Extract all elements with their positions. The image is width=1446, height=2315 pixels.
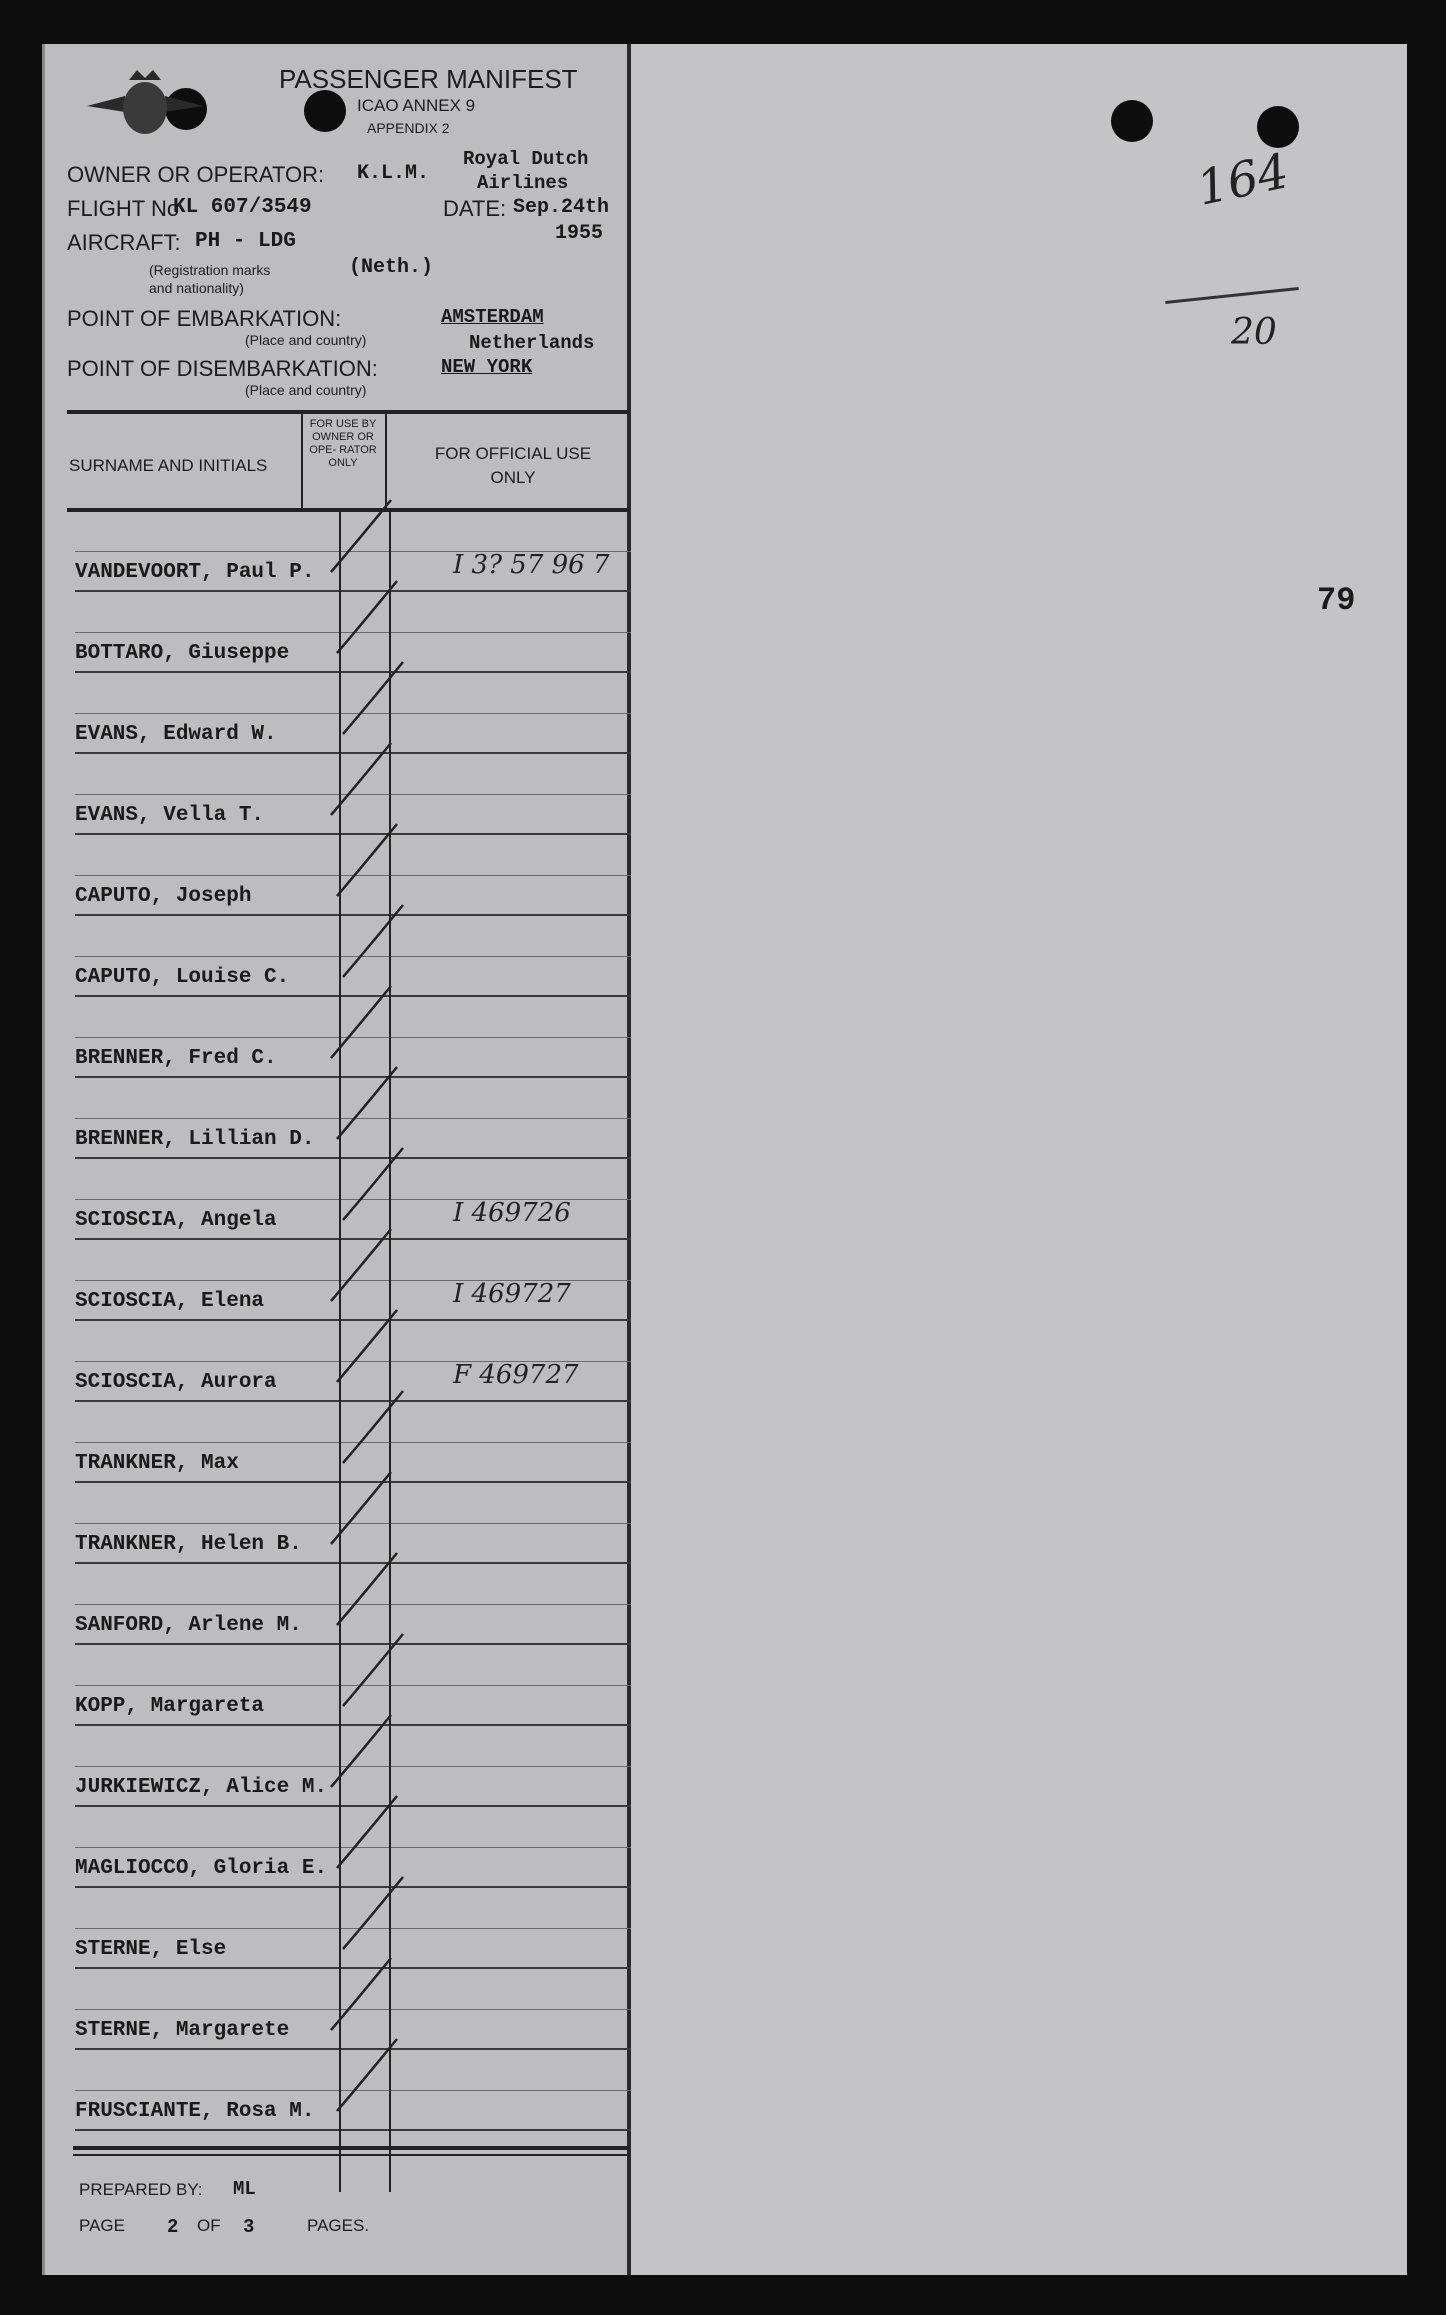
punch-hole xyxy=(304,90,346,132)
official-annotation: I 469727 xyxy=(453,1279,571,1309)
page-number: 2 xyxy=(167,2216,179,2238)
flight-label: FLIGHT No xyxy=(67,196,180,221)
checkmark-icon xyxy=(325,494,405,584)
passenger-name: MAGLIOCCO, Gloria E. xyxy=(75,1857,328,1880)
owner-label: OWNER OR OPERATOR: xyxy=(67,162,325,187)
handwritten-fraction-bar xyxy=(1165,287,1299,304)
row-rule xyxy=(75,2129,631,2131)
passenger-name: EVANS, Vella T. xyxy=(75,804,265,827)
form-appendix: APPENDIX 2 xyxy=(367,120,450,136)
aircraft-value: PH - LDG xyxy=(195,230,296,253)
aircraft-label: AIRCRAFT: xyxy=(67,230,181,255)
passenger-name: STERNE, Else xyxy=(75,1938,227,1961)
checkmark-icon xyxy=(331,1790,411,1880)
table-end-rule xyxy=(73,2146,629,2150)
reg-note-2: and nationality) xyxy=(149,280,244,296)
handwritten-fraction-denominator: 20 xyxy=(1231,312,1277,353)
column-owner-header: FOR USE BY OWNER OR OPE- RATOR ONLY xyxy=(309,418,377,469)
side-number: 79 xyxy=(1317,582,1356,619)
airline-line1: Royal Dutch xyxy=(463,148,589,170)
form-annex: ICAO ANNEX 9 xyxy=(357,96,476,115)
passenger-name: KOPP, Margareta xyxy=(75,1695,265,1718)
passenger-name: EVANS, Edward W. xyxy=(75,723,277,746)
embark-place-note: (Place and country) xyxy=(245,332,367,348)
checkmark-icon xyxy=(337,1142,417,1232)
passenger-name: BRENNER, Lillian D. xyxy=(75,1128,315,1151)
passenger-name: CAPUTO, Louise C. xyxy=(75,966,290,989)
checkmark-icon xyxy=(325,1952,405,2042)
passenger-name: TRANKNER, Helen B. xyxy=(75,1533,302,1556)
checkmark-icon xyxy=(337,899,417,989)
passenger-name: CAPUTO, Joseph xyxy=(75,885,252,908)
page-total: 3 xyxy=(243,2216,255,2238)
checkmark-icon xyxy=(325,1223,405,1313)
punch-hole xyxy=(1111,100,1153,142)
klm-logo-icon xyxy=(85,62,205,142)
pages-label: PAGES. xyxy=(307,2216,370,2235)
passenger-name: TRANKNER, Max xyxy=(75,1452,239,1475)
table-end-rule-2 xyxy=(73,2154,629,2156)
checkmark-icon xyxy=(337,1385,417,1475)
checkmark-icon xyxy=(325,1466,405,1556)
official-col-rule xyxy=(389,512,391,2192)
date-label: DATE: xyxy=(443,196,507,221)
header-rule-top xyxy=(67,410,629,414)
embark-value: AMSTERDAM xyxy=(441,306,544,328)
checkmark-icon xyxy=(325,1709,405,1799)
passenger-name: JURKIEWICZ, Alice M. xyxy=(75,1776,328,1799)
checkmark-icon xyxy=(331,1304,411,1394)
punch-hole xyxy=(1257,106,1299,148)
passenger-name: BRENNER, Fred C. xyxy=(75,1047,277,1070)
passenger-name: SANFORD, Arlene M. xyxy=(75,1614,302,1637)
passenger-name: VANDEVOORT, Paul P. xyxy=(75,561,315,584)
passenger-name: FRUSCIANTE, Rosa M. xyxy=(75,2100,315,2123)
checkmark-icon xyxy=(325,980,405,1070)
disembark-value: NEW YORK xyxy=(441,356,533,378)
embark-country: Netherlands xyxy=(469,332,595,354)
owner-value: K.L.M. xyxy=(357,162,430,185)
page-of-label: OF xyxy=(197,2216,221,2235)
date-year: 1955 xyxy=(555,222,604,245)
checkmark-icon xyxy=(325,737,405,827)
owner-col-rule xyxy=(339,512,341,2192)
passenger-name: SCIOSCIA, Aurora xyxy=(75,1371,277,1394)
passenger-name: STERNE, Margarete xyxy=(75,2019,290,2042)
header-col-divider xyxy=(301,414,303,510)
disembark-place-note: (Place and country) xyxy=(245,382,367,398)
checkmark-icon xyxy=(331,575,411,665)
passenger-name: SCIOSCIA, Angela xyxy=(75,1209,277,1232)
page-label: PAGE xyxy=(79,2216,125,2235)
form-title: PASSENGER MANIFEST xyxy=(279,64,578,94)
checkmark-icon xyxy=(331,1547,411,1637)
reg-nationality: (Neth.) xyxy=(349,256,434,279)
checkmark-icon xyxy=(331,818,411,908)
official-annotation: I 469726 xyxy=(453,1198,571,1228)
embark-label: POINT OF EMBARKATION: xyxy=(67,306,342,331)
reg-note: (Registration marks xyxy=(149,262,271,278)
official-annotation: I 3? 57 96 7 xyxy=(453,550,610,580)
passenger-row xyxy=(75,2051,631,2131)
passenger-name: SCIOSCIA, Elena xyxy=(75,1290,265,1313)
passenger-name: BOTTARO, Giuseppe xyxy=(75,642,290,665)
column-surname-header: SURNAME AND INITIALS xyxy=(69,456,268,475)
manifest-page xyxy=(42,44,1407,2275)
disembark-label: POINT OF DISEMBARKATION: xyxy=(67,356,378,381)
prepared-by-label: PREPARED BY: xyxy=(79,2180,203,2199)
checkmark-icon xyxy=(331,1061,411,1151)
prepared-by-value: ML xyxy=(233,2178,256,2200)
checkmark-icon xyxy=(337,1628,417,1718)
checkmark-icon xyxy=(331,2033,411,2123)
handwritten-fraction-numerator: 164 xyxy=(1192,143,1294,217)
column-official-header: FOR OFFICIAL USE ONLY xyxy=(434,444,592,487)
checkmark-icon xyxy=(337,1871,417,1961)
flight-value: KL 607/3549 xyxy=(173,196,312,219)
airline-line2: Airlines xyxy=(477,172,569,194)
checkmark-icon xyxy=(337,656,417,746)
date-value: Sep.24th xyxy=(513,196,610,219)
official-annotation: F 469727 xyxy=(453,1360,579,1390)
